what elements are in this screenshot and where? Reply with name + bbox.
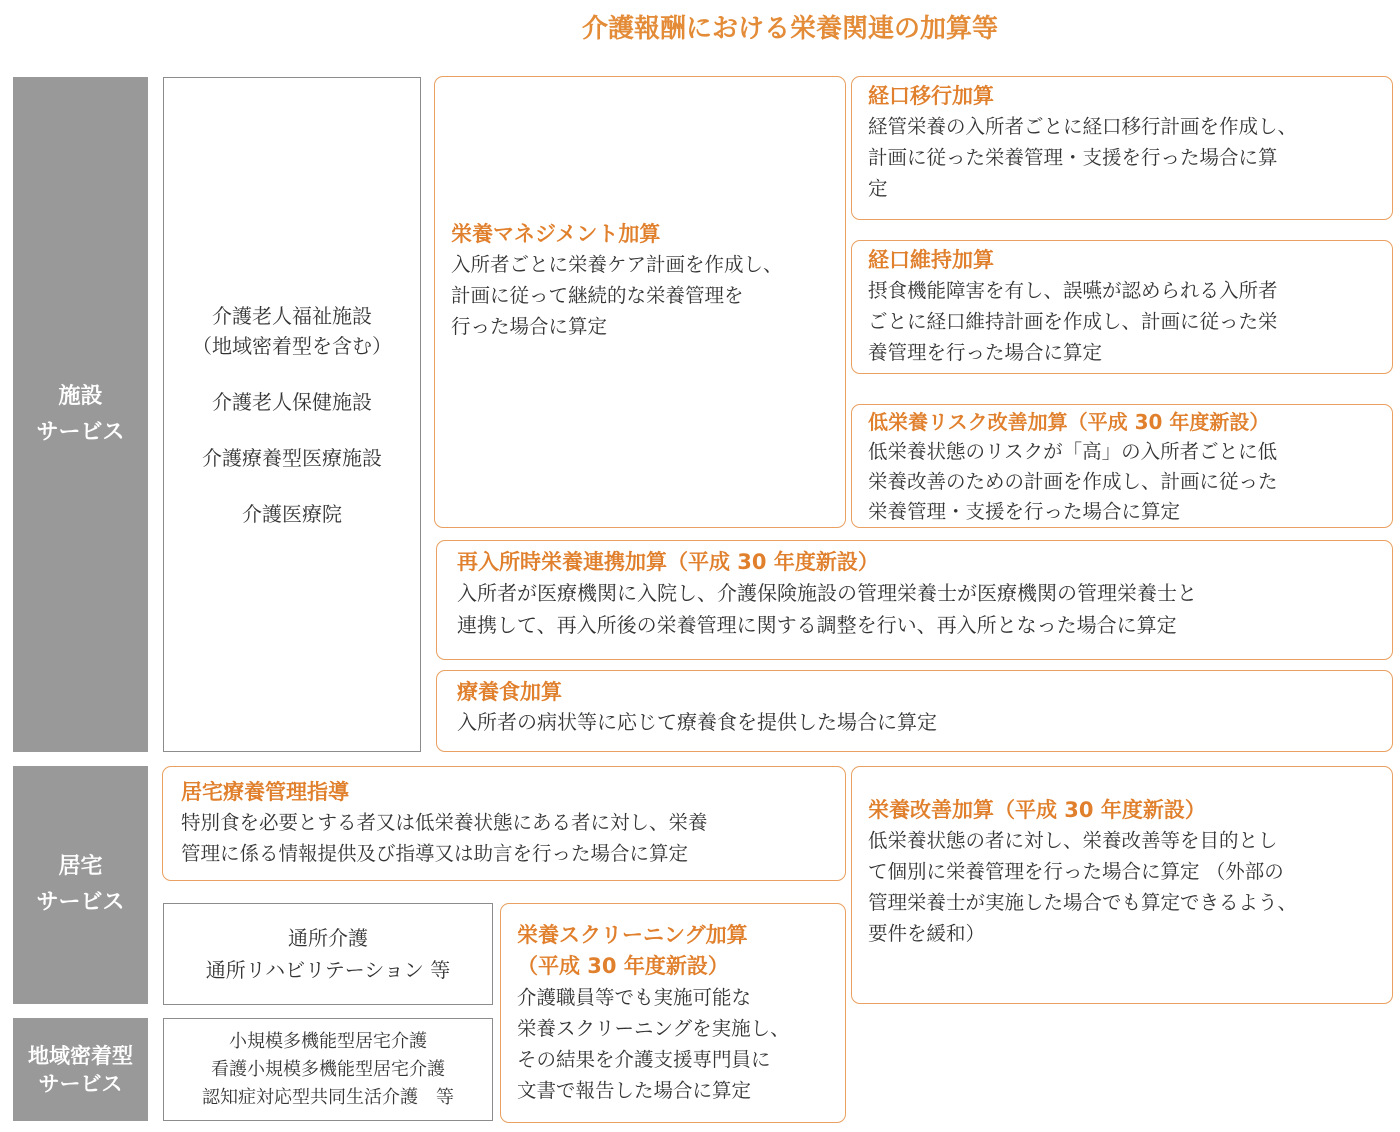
box-title: 栄養改善加算（平成 30 年度新設）	[868, 798, 1206, 822]
facility-item: 通所介護	[288, 926, 368, 950]
facility-list-chiiki	[163, 1018, 493, 1121]
facility-item: 介護療養型医療施設	[202, 445, 382, 470]
page-title: 介護報酬における栄養関連の加算等	[581, 14, 998, 44]
box-title: 居宅療養管理指導	[181, 780, 349, 804]
box-body: 入所者が医療機関に入院し、介護保険施設の管理栄養士が医療機関の管理栄養士と 連携して、再入所後の栄養管理に関する調整を行い、再入所となった場合に算定	[457, 581, 1197, 637]
box-body: 入所者ごとに栄養ケア計画を作成し、 計画に従って継続的な栄養管理を 行った場合に算定	[451, 252, 783, 338]
box-body: 低栄養状態の者に対し、栄養改善等を目的とし て個別に栄養管理を行った場合に算定 （外部の 管理栄養士が実施した場合でも算定できるよう、 要件を緩和）	[868, 829, 1298, 945]
box-eiyou-kaizen	[851, 766, 1393, 1004]
box-eiyou-management	[434, 76, 846, 528]
box-body: 介護職員等でも実施可能な 栄養スクリーニングを実施し、 その結果を介護支援専門員に 文書で報告した場合に算定	[517, 986, 790, 1102]
box-kyotaku-ryouyou	[162, 766, 846, 881]
box-eiyou-screening	[500, 903, 846, 1123]
box-title: 栄養スクリーニング加算 （平成 30 年度新設）	[517, 923, 748, 978]
category-shisetsu-service: 施設 サービス	[13, 77, 148, 752]
box-title: 経口維持加算	[868, 248, 994, 272]
box-body: 経管栄養の入所者ごとに経口移行計画を作成し、 計画に従った栄養管理・支援を行った場合に算 定	[868, 115, 1298, 200]
category-chiiki-service: 地域密着型 サービス	[13, 1018, 148, 1121]
facility-list-shisetsu	[163, 77, 421, 752]
facility-item: 認知症対応型共同生活介護 等	[202, 1086, 454, 1108]
box-body: 低栄養状態のリスクが「高」の入所者ごとに低 栄養改善のための計画を作成し、計画に従った 栄養管理・支援を行った場合に算定	[868, 440, 1278, 523]
box-title: 低栄養リスク改善加算（平成 30 年度新設）	[868, 410, 1270, 434]
facility-item: 小規模多機能型居宅介護	[229, 1030, 427, 1052]
category-kyotaku-service: 居宅 サービス	[13, 766, 148, 1004]
box-sainyusho	[436, 540, 1393, 660]
box-keikou-iji	[851, 240, 1393, 374]
box-title: 療養食加算	[457, 680, 562, 704]
box-title: 栄養マネジメント加算	[451, 221, 661, 246]
facility-item: 通所リハビリテーション 等	[205, 958, 451, 982]
facility-list-kyotaku	[163, 903, 493, 1005]
box-body: 摂食機能障害を有し、誤嚥が認められる入所者 ごとに経口維持計画を作成し、計画に従った栄 養管理を行った場合に算定	[868, 279, 1278, 364]
facility-item: 介護老人福祉施設	[212, 303, 372, 328]
box-title: 再入所時栄養連携加算（平成 30 年度新設）	[457, 550, 879, 574]
facility-item: 介護老人保健施設	[212, 389, 372, 414]
box-body: 入所者の病状等に応じて療養食を提供した場合に算定	[457, 710, 937, 734]
box-teieiyou-risk	[851, 404, 1393, 528]
box-keikou-ikou	[851, 76, 1393, 220]
facility-item: （地域密着型を含む）	[192, 333, 392, 358]
facility-item: 看護小規模多機能型居宅介護	[211, 1058, 445, 1080]
facility-item: 介護医療院	[242, 501, 342, 526]
box-ryouyoushoku	[436, 670, 1393, 752]
box-title: 経口移行加算	[868, 84, 994, 108]
box-body: 特別食を必要とする者又は低栄養状態にある者に対し、栄養 管理に係る情報提供及び指導又は助言を行った場合に算定	[181, 811, 708, 865]
